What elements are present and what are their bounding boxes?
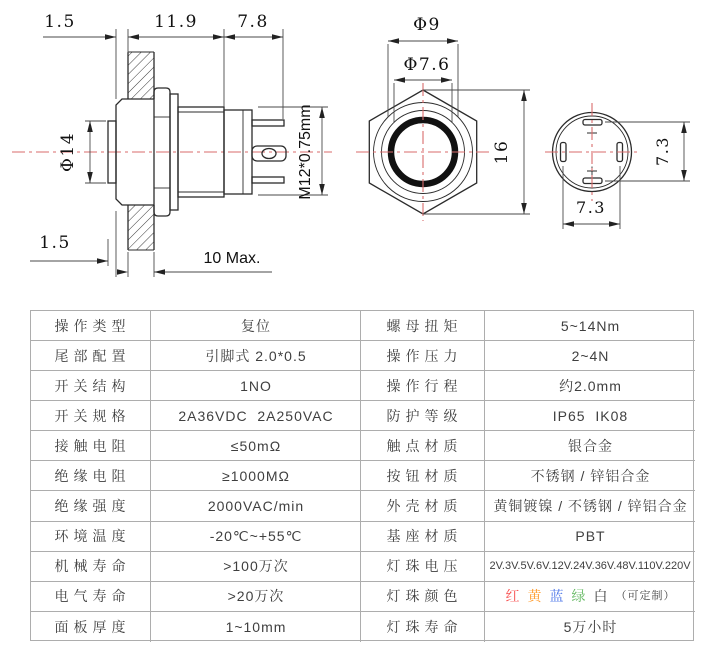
side-top-dimensions (43, 12, 283, 119)
spec-value: 1NO (151, 371, 361, 401)
spec-value: 2000VAC/min (151, 491, 361, 521)
led-color-note: （可定制） (615, 589, 676, 602)
spec-value: 5~14Nm (485, 311, 695, 341)
spec-label: 灯珠寿命 (361, 612, 485, 642)
spec-value: 复位 (151, 311, 361, 341)
terminal-hole (262, 149, 276, 159)
spec-label: 操作行程 (361, 371, 485, 401)
dim-panel-max: 10 Max. (203, 250, 261, 267)
spec-label: 防护等级 (361, 401, 485, 431)
spec-label: 绝缘强度 (31, 491, 151, 521)
led-color-yellow: 黄 (527, 588, 543, 605)
spec-value: ≤50mΩ (151, 431, 361, 461)
spec-label: 开关结构 (31, 371, 151, 401)
led-color-green: 绿 (571, 588, 587, 605)
dim-inner-diameter: Φ7.6 (403, 55, 451, 75)
led-color-blue: 蓝 (549, 588, 565, 605)
led-color-red: 红 (505, 588, 521, 605)
spec-label: 灯珠颜色 (361, 582, 485, 612)
spec-value: -20℃~+55℃ (151, 522, 361, 552)
spec-label: 操作类型 (31, 311, 151, 341)
drawings-svg (0, 0, 716, 300)
dim-pin-pitch-vertical: 7.3 (653, 136, 672, 166)
spec-label: 触点材质 (361, 431, 485, 461)
dim-head-diameter: Φ14 (58, 131, 78, 173)
dim-pin-pitch-horizontal: 7.3 (576, 198, 606, 217)
spec-value: 银合金 (485, 431, 695, 461)
dim-top-right: 7.8 (237, 12, 269, 32)
spec-label: 环境温度 (31, 522, 151, 552)
led-color-white: 白 (593, 588, 609, 605)
spec-value: 2~4N (485, 341, 695, 371)
spec-label: 外壳材质 (361, 491, 485, 521)
technical-drawings (0, 0, 716, 300)
spec-value-led-colors (485, 582, 695, 612)
dim-top-left: 1.5 (44, 12, 76, 32)
dim-across-flats: 16 (492, 139, 512, 165)
spec-label: 尾部配置 (31, 341, 151, 371)
dim-thread: M12*0.75mm (297, 104, 314, 200)
spec-label: 面板厚度 (31, 612, 151, 642)
spec-value: 黄铜镀镍 / 不锈钢 / 锌铝合金 (485, 491, 695, 521)
dim-bottom-left: 1.5 (39, 233, 71, 253)
spec-label: 机械寿命 (31, 552, 151, 582)
spec-value-led-voltage: 2V.3V.5V.6V.12V.24V.36V.48V.110V.220V (485, 552, 695, 582)
spec-label: 螺母扭矩 (361, 311, 485, 341)
side-view-drawing (12, 12, 332, 277)
spec-value: 不锈钢 / 锌铝合金 (485, 461, 695, 491)
front-view-drawing (356, 15, 530, 221)
spec-value: PBT (485, 522, 695, 552)
spec-value: IP65 IK08 (485, 401, 695, 431)
spec-label: 操作压力 (361, 341, 485, 371)
spec-value: 2A36VDC 2A250VAC (151, 401, 361, 431)
back-dimensions (563, 122, 690, 229)
spec-label: 基座材质 (361, 522, 485, 552)
spec-value: 1~10mm (151, 612, 361, 642)
spec-value: >100万次 (151, 552, 361, 582)
spec-value: 约2.0mm (485, 371, 695, 401)
spec-value: >20万次 (151, 582, 361, 612)
spec-value: ≥1000MΩ (151, 461, 361, 491)
dim-outer-diameter: Φ9 (413, 15, 441, 35)
spec-label: 绝缘电阻 (31, 461, 151, 491)
dim-top-mid: 11.9 (154, 12, 198, 32)
spec-label: 灯珠电压 (361, 552, 485, 582)
spec-value: 引脚式 2.0*0.5 (151, 341, 361, 371)
spec-table (30, 310, 694, 641)
spec-label: 开关规格 (31, 401, 151, 431)
head-diameter-dimension (58, 121, 106, 183)
spec-label: 接触电阻 (31, 431, 151, 461)
spec-label: 按钮材质 (361, 461, 485, 491)
spec-value: 5万小时 (563, 618, 618, 635)
panel-hatch (128, 52, 154, 250)
spec-label: 电气寿命 (31, 582, 151, 612)
back-view-drawing (545, 103, 690, 229)
